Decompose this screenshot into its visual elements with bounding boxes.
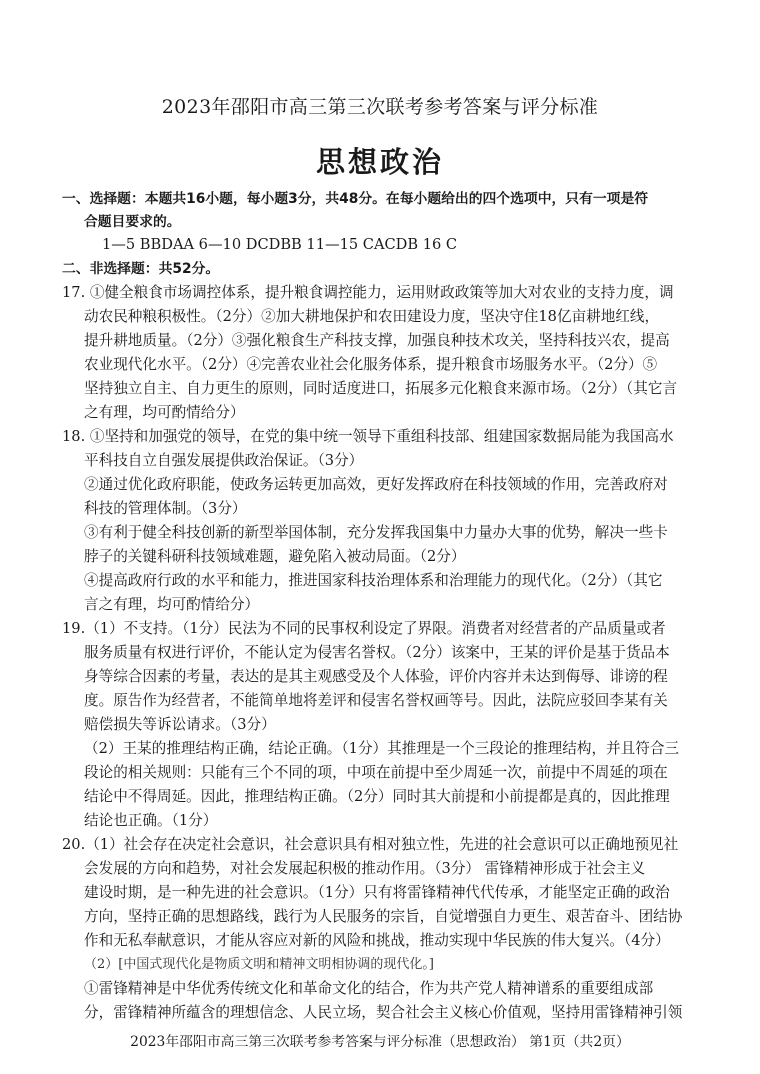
q19-line: 服务质量有权进行评价，不能认定为侵害名誉权。（2分）该案中，王某的评价是基于货品本 (84, 644, 670, 661)
q17-line: 农业现代化水平。（2分）④完善农业社会化服务体系，提升粮食市场服务水平。（2分）⑤ (84, 356, 658, 373)
section1-heading-line1: 一、选择题：本题共16小题，每小题3分，共48分。在每小题给出的四个选项中，只有一项是符 (62, 191, 649, 207)
q20-line: 建设时期，是一种先进的社会意识。（1分）只有将雷锋精神代代传承，才能坚定正确的政治 (84, 884, 670, 901)
choice-answers: 1—5 BBDAA 6—10 DCDBB 11—15 CACDB 16 C (102, 236, 458, 253)
q19-line: 结论也正确。（1分） (84, 812, 218, 829)
q18-line: 脖子的关键科研科技领域难题，避免陷入被动局面。（2分） (84, 548, 466, 565)
q18-line: 平科技自立自强发展提供政治保证。（3分） (84, 452, 364, 469)
section2-heading: 二、非选择题：共52分。 (62, 261, 220, 277)
q20-line: 20.（1）社会存在决定社会意识，社会意识具有相对独立性，先进的社会意识可以正确地预见社 (62, 836, 679, 853)
q19-line: 身等综合因素的考量，表达的是其主观感受及个人体验，评价内容并未达到侮辱、诽谤的程 (84, 668, 668, 685)
q17-line: 提升耕地质量。（2分）③强化粮食生产科技支撑，加强良种技术攻关，坚持科技兴农，提高 (84, 332, 670, 349)
q19-line: （2）王某的推理结构正确，结论正确。（1分）其推理是一个三段论的推理结构，并且符合三 (84, 740, 680, 757)
q20-line: （2）[中国式现代化是物质文明和精神文明相协调的现代化。] (84, 957, 434, 972)
page-footer: 2023年邵阳市高三第三次联考参考答案与评分标准（思想政治） 第1页（共2页） (130, 1034, 630, 1050)
q20-line: 会发展的方向和趋势，对社会发展起积极的推动作用。（3分） 雷锋精神形成于社会主义 (84, 860, 646, 877)
q17-line: 动农民种粮积极性。（2分）②加大耕地保护和农田建设力度，坚决守住18亿亩耕地红线， (84, 308, 660, 325)
q20-line: 分，雷锋精神所蕴含的理想信念、人民立场，契合社会主义核心价值观，坚持用雷锋精神引领 (84, 1004, 683, 1021)
q19-line: 段论的相关规则：只能有三个不同的项，中项在前提中至少周延一次，前提中不周延的项在 (84, 764, 668, 781)
q19-line: 度。原告作为经营者，不能简单地将差评和侵害名誉权画等号。因此，法院应驳回李某有关 (84, 692, 668, 709)
q20-line: 方向，坚持正确的思想路线，践行为人民服务的宗旨，自觉增强自力更生、艰苦奋斗、团结协 (84, 908, 683, 925)
q20-line: 作和无私奉献意识，才能从容应对新的风险和挑战，推动实现中华民族的伟大复兴。（4分） (84, 932, 670, 949)
q18-line: ②通过优化政府职能，使政务运转更加高效，更好发挥政府在科技领域的作用，完善政府对 (84, 476, 668, 493)
q18-line: 言之有理，均可酌情给分） (84, 596, 260, 613)
document-title: 2023年邵阳市高三第三次联考参考答案与评分标准 (161, 96, 599, 118)
q18-line: ③有利于健全科技创新的新型举国体制，充分发挥我国集中力量办大事的优势，解决一些卡 (84, 524, 668, 541)
q18-line: ④提高政府行政的水平和能力，推进国家科技治理体系和治理能力的现代化。（2分）（其它 (84, 572, 663, 589)
section1-heading-line2: 合题目要求的。 (84, 214, 181, 230)
q19-line: 赔偿损失等诉讼请求。（3分） (84, 716, 276, 733)
subject-title: 思想政治 (315, 145, 444, 179)
q19-line: 结论中不得周延。因此，推理结构正确。（2分）同时其大前提和小前提都是真的，因此推理 (84, 788, 670, 805)
q17-line: 坚持独立自主、自力更生的原则，同时适度进口，拓展多元化粮食来源市场。（2分）（其它言 (84, 380, 678, 397)
q18-line: 18. ①坚持和加强党的领导，在党的集中统一领导下重组科技部、组建国家数据局能为我国高水 (62, 428, 674, 445)
q17-line: 17. ①健全粮食市场调控体系，提升粮食调控能力，运用财政政策等加大对农业的支持力度，调 (62, 284, 674, 301)
q18-line: 科技的管理体制。（3分） (84, 500, 247, 517)
q19-line: 19.（1）不支持。（1分）民法为不同的民事权利设定了界限。消费者对经营者的产品质量或者 (62, 620, 666, 637)
q17-line: 之有理，均可酌情给分） (84, 404, 245, 421)
q20-line: ①雷锋精神是中华优秀传统文化和革命文化的结合，作为共产党人精神谱系的重要组成部 (84, 980, 654, 997)
